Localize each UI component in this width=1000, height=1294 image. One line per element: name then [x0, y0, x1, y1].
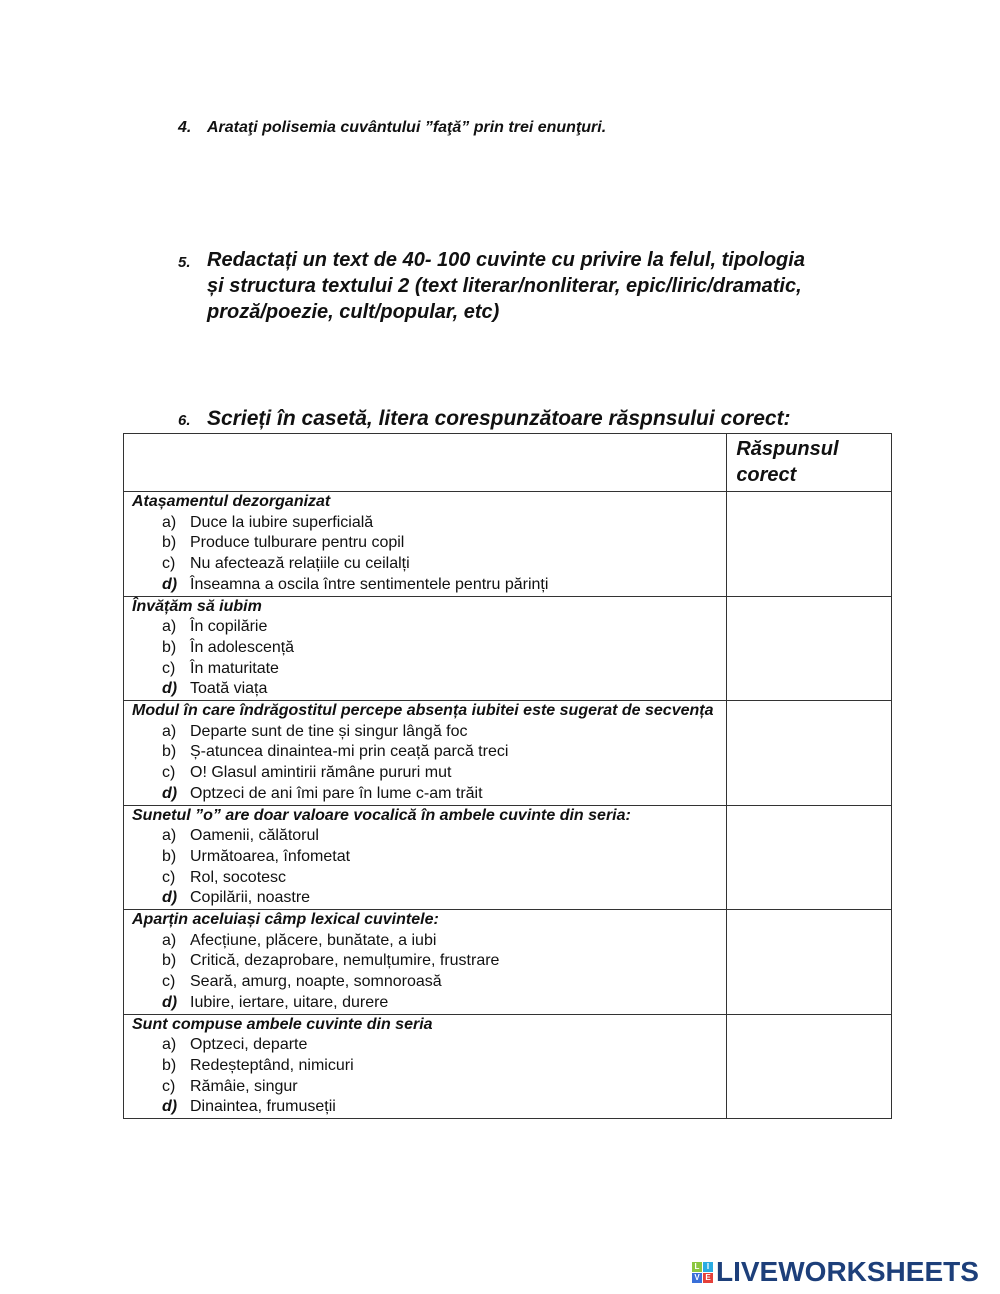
answer-table [123, 433, 892, 1119]
logo-text: LIVEWORKSHEETS [716, 1256, 979, 1287]
option-text: Copilării, noastre [190, 889, 311, 907]
answer-box[interactable] [727, 492, 892, 597]
option-letter: b) [162, 1056, 177, 1074]
option-a [132, 931, 718, 952]
option-text: Toată viața [190, 680, 268, 698]
liveworksheets-logo [692, 1256, 979, 1288]
question-cell [124, 596, 727, 701]
option-b [132, 533, 718, 554]
question-5 [178, 247, 818, 325]
question-stem: Atașamentul dezorganizat [132, 493, 331, 510]
option-text: Optzeci, departe [190, 1036, 308, 1054]
option-letter: a) [162, 513, 177, 531]
question-cell [124, 492, 727, 597]
option-d [132, 1097, 718, 1118]
option-letter: a) [162, 722, 177, 740]
question-stem: Sunetul ”o” are doar valoare vocalică în ambele cuvinte din seria: [132, 806, 631, 824]
option-d [132, 993, 718, 1014]
option-c [132, 868, 718, 889]
option-text: Înseamna a oscila între sentimentele pentru părinți [190, 575, 549, 593]
option-text: Următoarea, înfometat [190, 847, 351, 865]
option-a [132, 617, 718, 638]
option-a [132, 826, 718, 847]
option-letter: c) [162, 973, 176, 991]
question-row [124, 701, 892, 806]
option-text: Iubire, iertare, uitare, durere [190, 993, 389, 1011]
option-text: În copilărie [190, 618, 268, 636]
question-4 [178, 119, 606, 137]
question-stem: Sunt compuse ambele cuvinte din seria [132, 1015, 433, 1033]
option-letter: a) [162, 931, 177, 949]
answer-box[interactable] [727, 1014, 892, 1119]
option-b [132, 1056, 718, 1077]
option-letter: d) [162, 680, 178, 698]
option-letter: c) [162, 764, 176, 782]
option-text: Afecțiune, plăcere, bunătate, a iubi [190, 931, 437, 949]
option-text: Optzeci de ani îmi pare în lume c-am trăit [190, 784, 483, 802]
option-b [132, 742, 718, 763]
option-letter: b) [162, 638, 177, 656]
logo-block: I [703, 1262, 713, 1272]
option-letter: d) [162, 784, 178, 802]
option-text: Oamenii, călătorul [190, 827, 319, 845]
option-text: Ș-atuncea dinaintea-mi prin ceață parcă treci [190, 743, 509, 761]
question-number: 5. [178, 254, 191, 271]
question-row [124, 1014, 892, 1119]
question-cell [124, 805, 727, 910]
option-text: Nu afectează relațiile cu ceilalți [190, 555, 410, 573]
option-c [132, 763, 718, 784]
question-text: Redactați un text de 40- 100 cuvinte cu privire la felul, tipologia și structura textului 2 (text literar/nonliterar, epic/liric/dramatic, proză/poezie, cult/popular, etc) [207, 249, 805, 323]
option-letter: b) [162, 847, 177, 865]
question-text: Scrieți în casetă, litera corespunzătoare răspnsului corect: [207, 407, 791, 430]
option-letter: d) [162, 575, 178, 593]
question-6 [178, 407, 791, 431]
option-letter: c) [162, 555, 176, 573]
answer-box[interactable] [727, 701, 892, 806]
option-b [132, 847, 718, 868]
answer-box[interactable] [727, 596, 892, 701]
option-d [132, 784, 718, 805]
question-stem: Învățăm să iubim [132, 597, 262, 615]
option-letter: a) [162, 1036, 177, 1054]
logo-block: L [692, 1262, 702, 1272]
option-letter: d) [162, 993, 178, 1011]
option-letter: b) [162, 952, 177, 970]
option-letter: c) [162, 868, 176, 886]
option-letter: c) [162, 1077, 176, 1095]
option-text: Duce la iubire superficială [190, 513, 374, 531]
option-text: Rămâie, singur [190, 1077, 298, 1095]
option-letter: a) [162, 618, 177, 636]
question-number: 6. [178, 412, 191, 429]
option-text: Rol, socotesc [190, 868, 287, 886]
option-text: Dinaintea, frumuseții [190, 1098, 336, 1116]
question-stem: Modul în care îndrăgostitul percepe absența iubitei este sugerat de secvența [132, 702, 714, 720]
option-a [132, 722, 718, 743]
option-d [132, 575, 718, 596]
option-c [132, 1077, 718, 1098]
option-c [132, 972, 718, 993]
question-cell [124, 701, 727, 806]
question-row [124, 596, 892, 701]
question-cell [124, 1014, 727, 1119]
header-empty-cell [124, 434, 727, 492]
option-letter: c) [162, 659, 176, 677]
option-a [132, 1035, 718, 1056]
option-c [132, 554, 718, 575]
answer-box[interactable] [727, 910, 892, 1015]
option-letter: d) [162, 1098, 178, 1116]
logo-blocks-icon [692, 1262, 713, 1283]
question-row [124, 492, 892, 597]
option-b [132, 951, 718, 972]
logo-block: E [703, 1273, 713, 1283]
option-text: Critică, dezaprobare, nemulțumire, frustrare [190, 952, 500, 970]
table-header-row [124, 434, 892, 492]
option-text: Redeșteptând, nimicuri [190, 1056, 354, 1074]
option-text: În maturitate [190, 659, 279, 677]
option-a [132, 513, 718, 534]
option-text: Departe sunt de tine și singur lângă foc [190, 722, 468, 740]
answer-box[interactable] [727, 805, 892, 910]
question-row [124, 910, 892, 1015]
question-number: 4. [178, 119, 192, 136]
question-text: Arataţi polisemia cuvântului ”faţă” prin trei enunţuri. [207, 119, 607, 136]
option-letter: a) [162, 827, 177, 845]
question-cell [124, 910, 727, 1015]
logo-block: V [692, 1273, 702, 1283]
option-c [132, 659, 718, 680]
option-letter: b) [162, 534, 177, 552]
option-text: O! Glasul amintirii rămâne pururi mut [190, 764, 452, 782]
option-text: Seară, amurg, noapte, somnoroasă [190, 973, 442, 991]
option-d [132, 888, 718, 909]
question-row [124, 805, 892, 910]
option-text: Produce tulburare pentru copil [190, 534, 405, 552]
option-letter: b) [162, 743, 177, 761]
option-b [132, 638, 718, 659]
answer-header: Răspunsul corect [727, 434, 892, 492]
question-stem: Aparțin aceluiași câmp lexical cuvintele: [132, 911, 439, 929]
option-d [132, 679, 718, 700]
option-letter: d) [162, 889, 178, 907]
option-text: În adolescență [190, 638, 295, 656]
